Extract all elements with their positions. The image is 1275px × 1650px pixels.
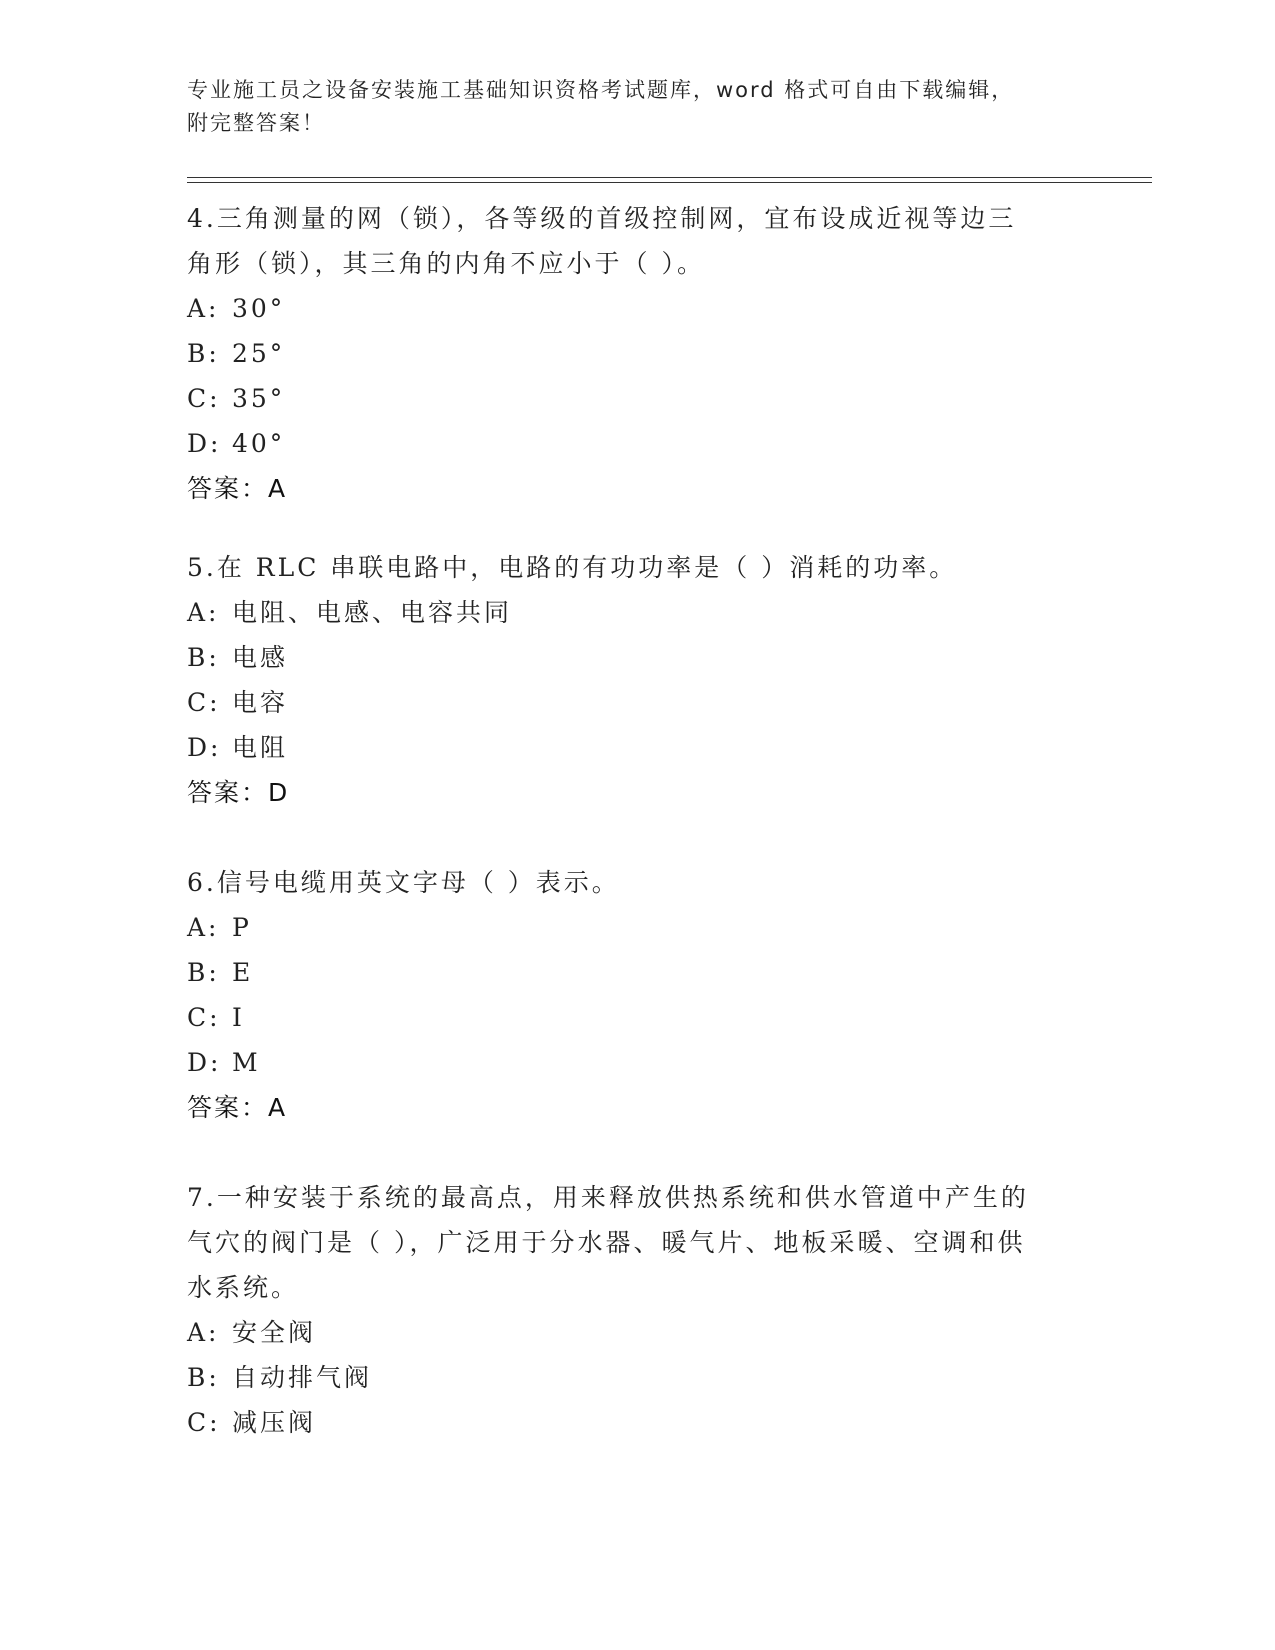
option-b: [187, 331, 1087, 376]
option-key: B:: [187, 339, 220, 368]
option-c: [187, 680, 1087, 725]
option-b: [187, 635, 1087, 680]
option-key: A:: [187, 1318, 220, 1347]
header-line-2: 附完整答案！: [187, 111, 325, 135]
option-key: B:: [187, 643, 220, 672]
question-stem-line: 7.一种安装于系统的最高点，用来释放供热系统和供水管道中产生的: [187, 1183, 1029, 1212]
question-4: [187, 196, 1087, 511]
option-c: [187, 995, 1087, 1040]
option-a: [187, 286, 1087, 331]
option-text: 40°: [232, 429, 286, 458]
option-text: 电容: [232, 688, 289, 717]
option-text: I: [232, 1003, 245, 1032]
option-key: A:: [187, 913, 220, 942]
option-text: 电阻: [232, 733, 289, 762]
answer-line: 答案：A: [187, 474, 288, 503]
option-text: 35°: [232, 384, 286, 413]
question-7: [187, 1175, 1087, 1445]
option-key: C:: [187, 1003, 221, 1032]
header-line-1: 专业施工员之设备安装施工基础知识资格考试题库，word 格式可自由下载编辑，: [187, 78, 1015, 102]
option-text: M: [232, 1048, 261, 1077]
option-key: D:: [187, 1048, 222, 1077]
option-c: [187, 1400, 1087, 1445]
option-d: [187, 1040, 1087, 1085]
option-text: P: [232, 913, 252, 942]
question-stem-line: 5.在 RLC 串联电路中，电路的有功功率是（ ）消耗的功率。: [187, 553, 958, 582]
option-text: 自动排气阀: [232, 1363, 373, 1392]
question-stem-line: 水系统。: [187, 1273, 300, 1302]
option-text: 25°: [232, 339, 286, 368]
question-stem-line: 气穴的阀门是（ ），广泛用于分水器、暖气片、地板采暖、空调和供: [187, 1228, 1026, 1257]
option-c: [187, 376, 1087, 421]
option-d: [187, 725, 1087, 770]
option-text: 电阻、电感、电容共同: [232, 598, 513, 627]
option-b: [187, 1355, 1087, 1400]
question-stem-line: 角形（锁），其三角的内角不应小于（ ）。: [187, 249, 705, 278]
option-key: D:: [187, 733, 222, 762]
option-key: B:: [187, 958, 220, 987]
option-b: [187, 950, 1087, 995]
option-a: [187, 1310, 1087, 1355]
document-header: [187, 74, 1087, 140]
option-text: 30°: [232, 294, 286, 323]
option-key: A:: [187, 598, 220, 627]
option-key: C:: [187, 688, 221, 717]
question-stem-line: 6.信号电缆用英文字母（ ）表示。: [187, 868, 620, 897]
option-text: 安全阀: [232, 1318, 317, 1347]
option-key: C:: [187, 384, 221, 413]
option-key: B:: [187, 1363, 220, 1392]
question-5: [187, 545, 1087, 815]
option-key: A:: [187, 294, 220, 323]
option-text: 电感: [232, 643, 289, 672]
header-divider-bottom: [187, 182, 1152, 183]
question-stem-line: 4.三角测量的网（锁），各等级的首级控制网，宜布设成近视等边三: [187, 204, 1017, 233]
option-key: C:: [187, 1408, 221, 1437]
answer-line: 答案：A: [187, 1093, 288, 1122]
option-a: [187, 590, 1087, 635]
answer-line: 答案：D: [187, 778, 290, 807]
option-text: E: [232, 958, 254, 987]
question-6: [187, 860, 1087, 1130]
option-text: 减压阀: [232, 1408, 317, 1437]
option-a: [187, 905, 1087, 950]
header-divider-top: [187, 177, 1152, 178]
option-d: [187, 421, 1087, 466]
option-key: D:: [187, 429, 222, 458]
